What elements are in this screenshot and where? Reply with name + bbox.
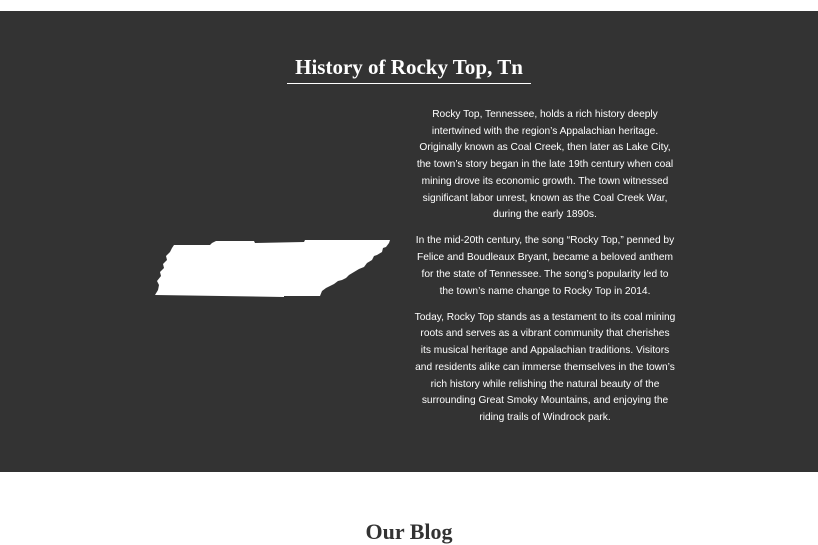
history-body (414, 107, 676, 436)
top-strip (0, 0, 818, 11)
history-title: History of Rocky Top, Tn (295, 55, 523, 79)
blog-title: Our Blog (365, 519, 453, 544)
history-paragraph-1: Rocky Top, Tennessee, holds a rich history deeply intertwined with the region’s Appalachian heritage. Originally known as Coal Creek, then later as Lake City, the town’s story began in the late 19th century when coal mining drove its economic growth. The town witnessed significant labor unrest, known as the Coal Creek War, during the early 1890s. (416, 109, 674, 221)
blog-section (0, 472, 818, 542)
history-paragraph-3: Today, Rocky Top stands as a testament to its coal mining roots and serves as a vibrant community that cherishes its musical heritage and Appalachian traditions. Visitors and residents alike can immerse themselves in the town’s rich history while relishing the natural beauty of the surrounding Great Smoky Mountains, and enjoying the riding trails of Windrock park. (414, 311, 676, 423)
history-section (0, 11, 818, 472)
history-paragraph-2: In the mid-20th century, the song “Rocky Top,” penned by Felice and Boudleaux Bryant, became a beloved anthem for the state of Tennessee. The song’s popularity led to the town’s name change to Rocky Top in 2014. (415, 235, 675, 297)
title-underline (287, 83, 531, 84)
tennessee-map-icon (154, 238, 392, 298)
